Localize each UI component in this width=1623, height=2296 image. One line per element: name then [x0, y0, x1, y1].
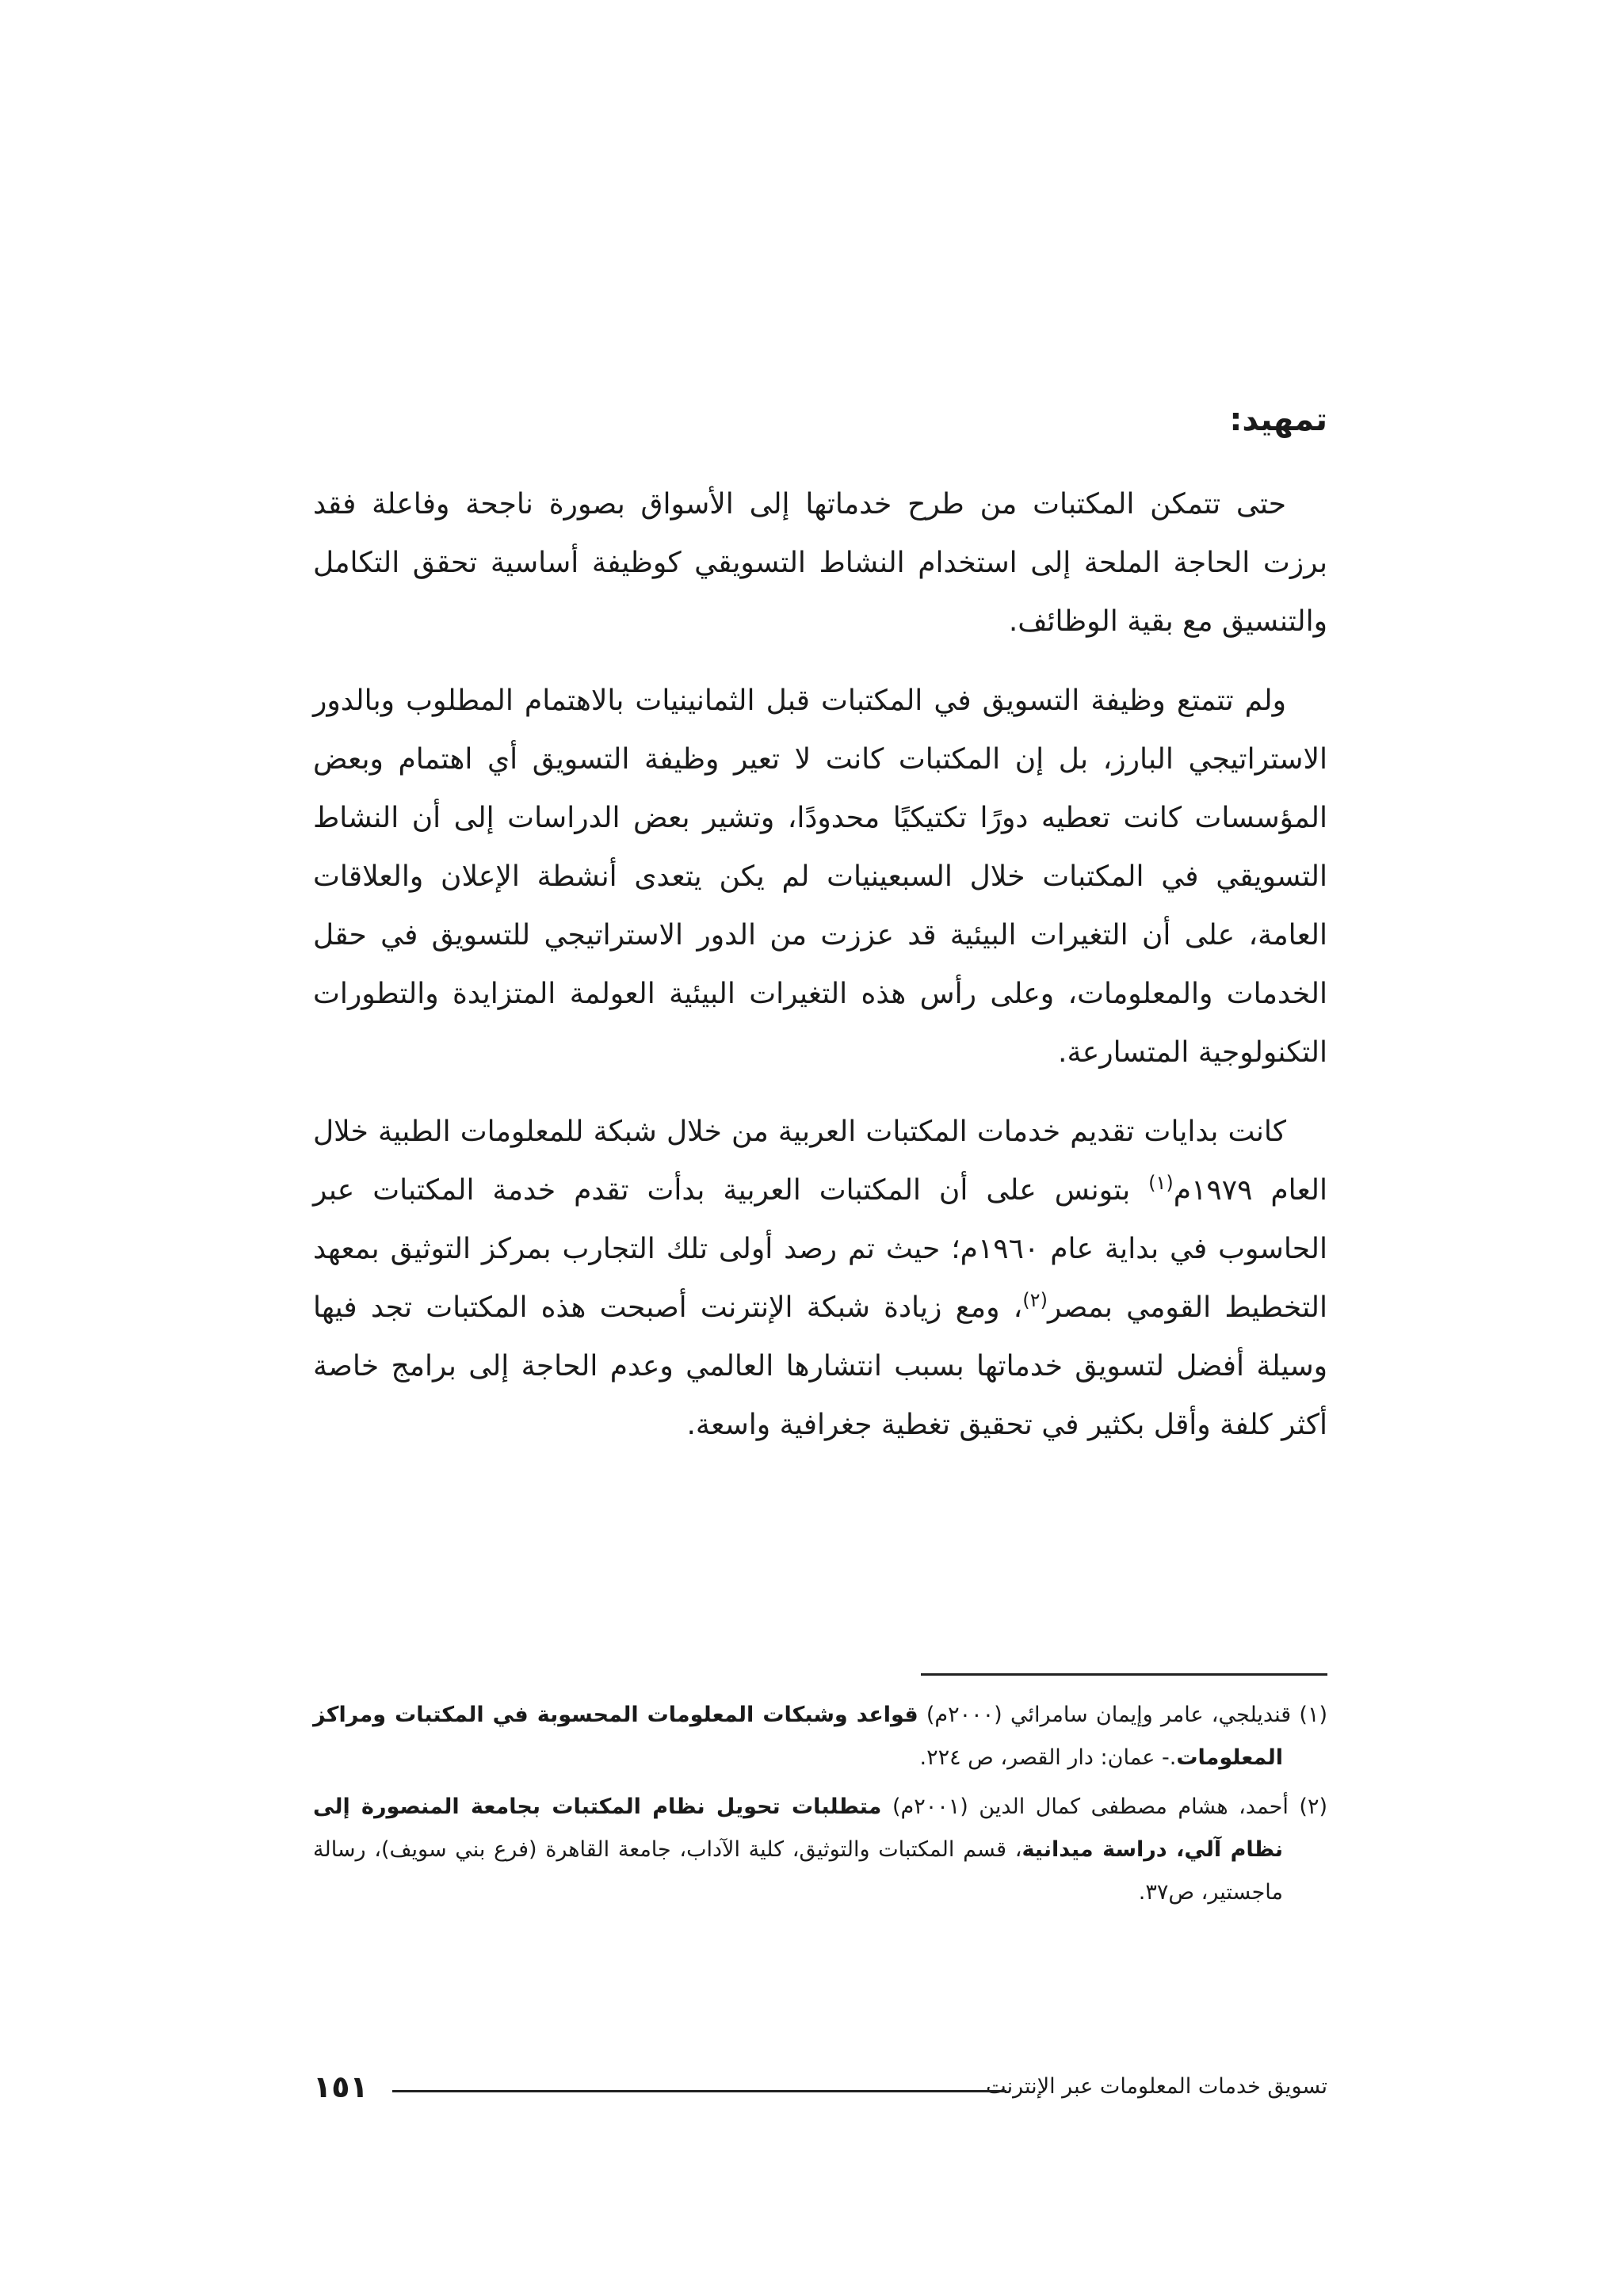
paragraph-1: حتى تتمكن المكتبات من طرح خدماتها إلى الأسواق بصورة ناجحة وفاعلة فقد برزت الحاجة الملحة إلى استخدام النشاط التسويقي كوظيفة أساسية تحقق التكامل والتنسيق مع بقية الوظائف.: [313, 488, 1327, 638]
footnote-author: أحمد، هشام مصطفى كمال الدين (٢٠٠١م): [881, 1794, 1289, 1819]
footnotes: [313, 1694, 1327, 1920]
page-number: ١٥١: [313, 2069, 369, 2104]
footnote-ref-1: (١): [1148, 1172, 1174, 1194]
paragraph-2: ولم تتمتع وظيفة التسويق في المكتبات قبل الثمانينيات بالاهتمام المطلوب وبالدور الاستراتيجي البارز، بل إن المكتبات كانت لا تعير وظيفة التسويق أي اهتمام وبعض المؤسسات كانت تعطيه دورًا تكتيكيًا محدودًا، وتشير بعض الدراسات إلى أن النشاط التسويقي في المكتبات خلال السبعينيات لم يكن يتعدى أنشطة الإعلان والعلاقات العامة، على أن التغيرات البيئية قد عززت من الدور الاستراتيجي للتسويق في حقل الخدمات والمعلومات، وعلى رأس هذه التغيرات البيئية العولمة المتزايدة والتطورات التكنولوجية المتسارعة.: [313, 685, 1327, 1069]
footnote-author: قنديلجي، عامر وإيمان سامرائي (٢٠٠٠م): [918, 1703, 1292, 1727]
page-footer: [313, 2069, 1327, 2109]
paragraph-3-part-2: بتونس على أن المكتبات العربية بدأت تقدم خدمة المكتبات عبر الحاسوب في بداية عام ١٩٦٠م؛ حيث تم رصد أولى تلك التجارب بمركز التوثيق بمعهد التخطيط القومي بمصر: [313, 1174, 1328, 1324]
paragraph-3: [313, 1103, 1327, 1455]
footnote-title: قواعد وشبكات المعلومات المحسوبة في المكتبات ومراكز المعلومات: [313, 1703, 1283, 1770]
paragraph-3-part-3: ، ومع زيادة شبكة الإنترنت أصبحت هذه المكتبات تجد فيها وسيلة أفضل لتسويق خدماتها بسبب انتشارها العالمي وعدم الحاجة إلى برامج خاصة أكثر كلفة وأقل بكثير في تحقيق تغطية جغرافية واسعة.: [313, 1291, 1327, 1441]
section-heading: تمهيد:: [1229, 402, 1327, 438]
running-title: تسويق خدمات المعلومات عبر الإنترنت: [986, 2074, 1327, 2099]
paragraph-3-part-1: كانت بدايات تقديم خدمات المكتبات العربية من خلال شبكة للمعلومات الطبية خلال العام ١٩٧٩م: [313, 1116, 1327, 1207]
footnote-ref-2: (٢): [1022, 1289, 1048, 1311]
footnote-number: (١): [1299, 1703, 1327, 1727]
footnote-1: [313, 1694, 1327, 1779]
footer-rule: [392, 2090, 1006, 2092]
footnote-publication: .- عمان: دار القصر، ص ٢٢٤.: [919, 1745, 1177, 1770]
footnote-title: متطلبات تحويل نظام المكتبات بجامعة المنصورة إلى نظام آلي، دراسة ميدانية: [313, 1794, 1283, 1862]
footnote-publication: ، قسم المكتبات والتوثيق، كلية الآداب، جامعة القاهرة (فرع بني سويف)، رسالة ماجستير، ص٣٧.: [313, 1837, 1283, 1905]
body-content: [313, 396, 1327, 1475]
footnote-separator: [921, 1673, 1327, 1676]
footnote-number: (٢): [1299, 1794, 1327, 1819]
footnote-2: [313, 1786, 1327, 1914]
